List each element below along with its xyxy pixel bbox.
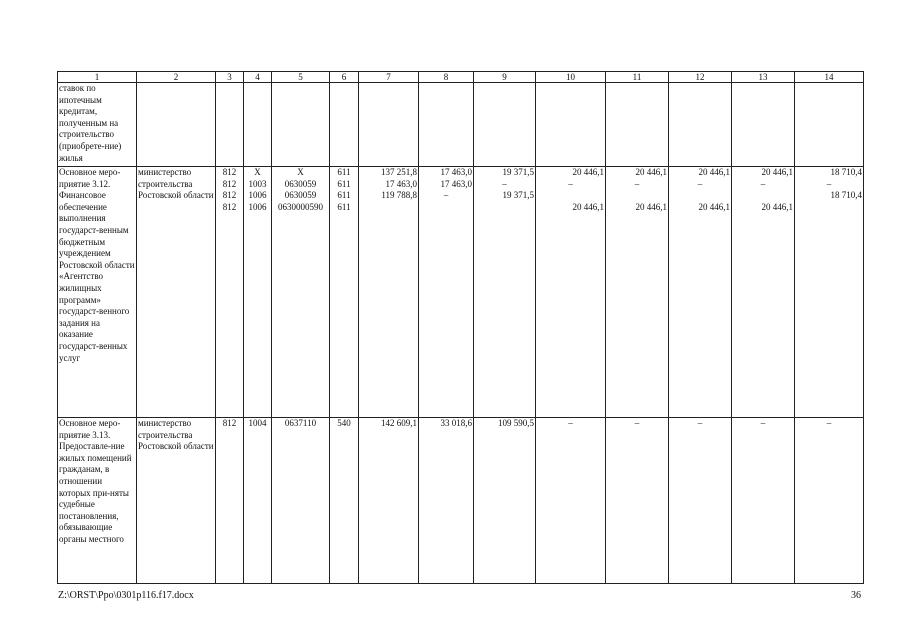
year-column-11 bbox=[606, 167, 669, 418]
cell-value: 611 bbox=[337, 201, 351, 212]
cell-value: – bbox=[634, 178, 640, 189]
year-column-13 bbox=[732, 167, 795, 418]
year-column-10 bbox=[536, 167, 606, 418]
cell-value: 18 710,4 bbox=[830, 190, 862, 201]
cell-value: 19 371,5 bbox=[502, 190, 534, 201]
table-row-measure-3-12 bbox=[58, 167, 864, 418]
cell-value: 812 bbox=[222, 178, 237, 189]
cell-value: 17 463,0 bbox=[385, 178, 417, 189]
cell-value: 18 710,4 bbox=[830, 167, 862, 177]
header-cell: 13 bbox=[732, 72, 795, 83]
header-cell: 2 bbox=[137, 72, 216, 83]
cell-value bbox=[420, 202, 472, 214]
cell-value: 0630059 bbox=[284, 190, 317, 201]
year-column-14 bbox=[795, 167, 864, 418]
header-cell: 9 bbox=[474, 72, 536, 83]
header-cell: 12 bbox=[669, 72, 732, 83]
cell-value: 1004 bbox=[244, 418, 272, 584]
cell-value: 20 446,1 bbox=[635, 167, 667, 177]
footer-file-path: Z:\ORST\Ppo\0301p116.f17.docx bbox=[58, 590, 194, 601]
cell-value: X bbox=[254, 167, 261, 177]
executor-3-13: министерство строительства Ростовской области bbox=[137, 418, 216, 584]
cell-value bbox=[796, 202, 862, 214]
cell-value: 0630000590 bbox=[278, 201, 323, 212]
cell-value bbox=[670, 190, 730, 202]
cell-value: 812 bbox=[222, 167, 237, 177]
cell-value: X bbox=[297, 167, 304, 177]
cell-value: 540 bbox=[330, 418, 359, 584]
cell-value: 611 bbox=[337, 190, 351, 201]
header-cell: 14 bbox=[795, 72, 864, 83]
cell-value: – bbox=[826, 178, 832, 189]
cell-value: – bbox=[795, 418, 864, 584]
cell-value: – bbox=[760, 178, 766, 189]
cell-value bbox=[537, 190, 604, 202]
cell-value: 0630059 bbox=[284, 178, 317, 189]
cell-value: – bbox=[669, 418, 732, 584]
year-column-9 bbox=[474, 167, 536, 418]
grbs-column bbox=[216, 167, 244, 418]
cell-value: 17 463,0 bbox=[440, 167, 472, 177]
cell-value: 20 446,1 bbox=[698, 201, 730, 212]
cell-value: 20 446,1 bbox=[572, 167, 604, 177]
measure-name-3-12: Основное меро-приятие 3.12. Финансовое обеспечение выполнения государст-венным бюджетным учреждением Ростовской области «Агентство жилищных программ» государст-венного задания на оказание государст-венных услуг bbox=[58, 167, 137, 418]
cell-value: 611 bbox=[337, 178, 351, 189]
measure-name-3-13: Основное меро-приятие 3.13. Предоставле-ние жилых помещений гражданам, в отношении которых при-няты судебные постановления, обязывающие органы местного bbox=[58, 418, 137, 584]
cell-value: 0637110 bbox=[272, 418, 330, 584]
cell-value: 137 251,8 bbox=[381, 167, 417, 177]
cell-value: 611 bbox=[337, 167, 351, 177]
cell-value: – bbox=[443, 190, 449, 201]
cell-value: 1006 bbox=[248, 201, 267, 212]
cell-value bbox=[360, 202, 417, 214]
header-cell: 4 bbox=[244, 72, 272, 83]
header-cell: 5 bbox=[272, 72, 330, 83]
cell-value: – bbox=[568, 178, 573, 189]
cell-value: 142 609,1 bbox=[359, 418, 419, 584]
cell-value: 20 446,1 bbox=[761, 167, 793, 177]
cell-value: 119 788,8 bbox=[381, 190, 417, 201]
cell-value: – bbox=[697, 178, 703, 189]
cell-value: 20 446,1 bbox=[698, 167, 730, 177]
page-number: 36 bbox=[851, 590, 861, 601]
cell-value bbox=[733, 190, 793, 202]
header-cell: 6 bbox=[330, 72, 359, 83]
cell-value: – bbox=[606, 418, 669, 584]
cell-value: 812 bbox=[222, 190, 237, 201]
table-row-continued bbox=[58, 83, 864, 167]
cell-value: 812 bbox=[216, 418, 244, 584]
cell-value: – bbox=[502, 178, 507, 189]
cell-value: 19 371,5 bbox=[502, 167, 534, 177]
cell-value: 109 590,5 bbox=[474, 418, 536, 584]
year-column-12 bbox=[669, 167, 732, 418]
year-column-8 bbox=[419, 167, 474, 418]
header-cell: 1 bbox=[58, 72, 137, 83]
cell-value: 20 446,1 bbox=[635, 201, 667, 212]
cell-value: 20 446,1 bbox=[761, 201, 793, 212]
cell-value: 20 446,1 bbox=[572, 201, 604, 212]
cell-value bbox=[475, 202, 534, 214]
header-row bbox=[58, 72, 864, 83]
table-row-measure-3-13 bbox=[58, 418, 864, 584]
executor-3-12: министерство строительства Ростовской области bbox=[137, 167, 216, 418]
cell-value: 1003 bbox=[248, 178, 267, 189]
budget-table bbox=[57, 71, 864, 584]
header-cell: 7 bbox=[359, 72, 419, 83]
cell-value: 1006 bbox=[248, 190, 267, 201]
header-cell: 8 bbox=[419, 72, 474, 83]
cell-value: 812 bbox=[222, 201, 237, 212]
header-cell: 10 bbox=[536, 72, 606, 83]
total-column bbox=[359, 167, 419, 418]
rzpr-column bbox=[244, 167, 272, 418]
csr-column bbox=[272, 167, 330, 418]
header-cell: 3 bbox=[216, 72, 244, 83]
measure-name-continued: ставок по ипотечным кредитам, полученным на строительство (приобрете-ние) жилья bbox=[58, 83, 137, 167]
header-cell: 11 bbox=[606, 72, 669, 83]
vr-column bbox=[330, 167, 359, 418]
cell-value: – bbox=[536, 418, 606, 584]
cell-value: 33 018,6 bbox=[419, 418, 474, 584]
cell-value bbox=[607, 190, 667, 202]
cell-value: – bbox=[732, 418, 795, 584]
cell-value: 17 463,0 bbox=[440, 178, 472, 189]
